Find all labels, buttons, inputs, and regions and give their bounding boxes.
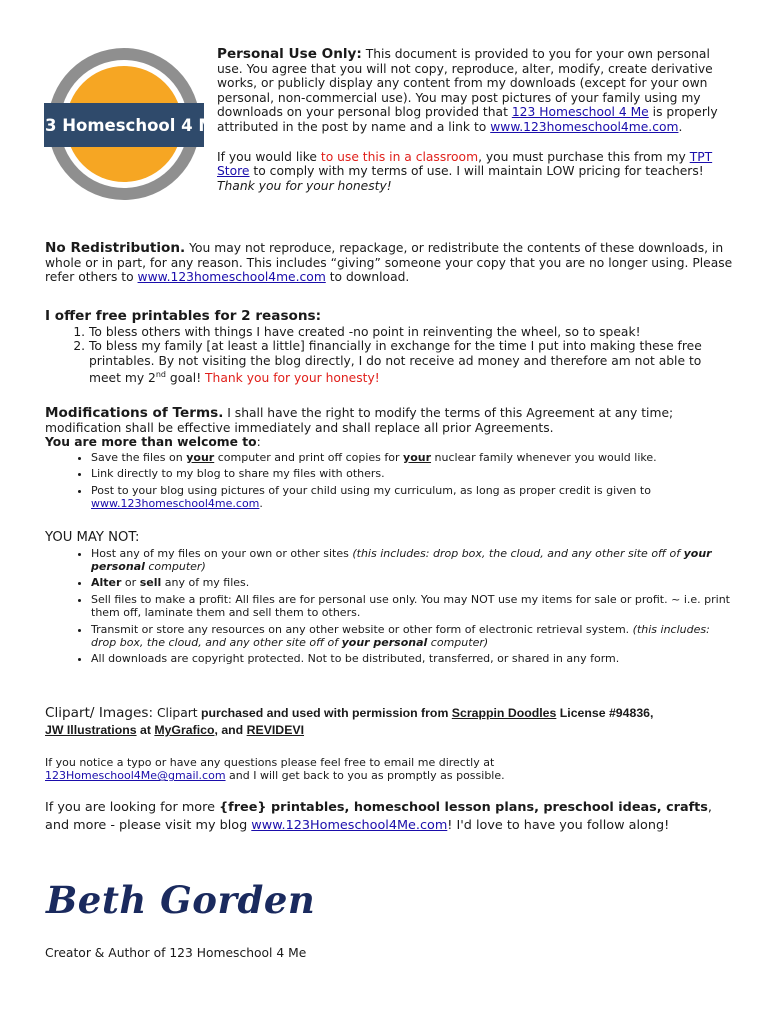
credit-link[interactable]: www.123homeschool4me.com [91,497,260,510]
modifications-section: Modifications of Terms. I shall have the right to modify the terms of this Agreement at any time; modification shall be effective immediately and shall replace all prior Agreements. You are more than welcome to: • Save the files on your computer and print off copies for your nuclear family whenever you would like. • Link directly to my blog to share my files with others. • Post to your blog using pictures of your child using my curriculum, as long as proper credit is given to www.123homeschool4me.com. [45,406,735,513]
logo [22,44,226,204]
mygrafico-link[interactable]: MyGrafico [154,723,215,737]
reasons-heading: I offer free printables for 2 reasons: [45,308,322,324]
may-not-heading: YOU MAY NOT: [45,530,140,545]
welcome-item: • Post to your blog using pictures of your child using my curriculum, as long as proper credit is given to www.123homeschool4me.com. [91,484,735,511]
personal-use-paragraph: Personal Use Only: This document is provided to you for your own personal use. You agree that you will not copy, reproduce, alter, modify, create derivative works, or publicly display any content from my downloads (except for your own personal, non-commercial use). You may post pictures of your family using my downloads on your personal blog provided that 123 Homeschool 4 Me is properly attributed in the post by name and a link to www.123homeschool4me.com. [217,46,718,134]
may-not-item: • Transmit or store any resources on any other website or other form of electronic retrieval system. (this includes: drop box, the cloud, and any other site off of your personal computer) [91,623,735,650]
no-redistribution-section: No Redistribution. You may not reproduce, repackage, or redistribute the contents of these downloads, in whole or in part, for any reason. This includes “giving” someone your copy that you are no longer using. Please refer others to www.123homeschool4me.com to download. [45,240,733,285]
welcome-item: • Save the files on your computer and print off copies for your nuclear family whenever you would like. [91,451,735,464]
may-not-item: • Alter or sell any of my files. [91,576,735,589]
revidevi-link[interactable]: REVIDEVI [246,723,305,737]
may-not-item: • Host any of my files on your own or other sites (this includes: drop box, the cloud, and any other site off of your personal computer) [91,547,735,574]
website-link[interactable]: www.123homeschool4me.com [490,119,679,134]
signature: Beth Gorden [46,878,316,922]
blog-name-link[interactable]: 123 Homeschool 4 Me [511,105,649,120]
welcome-item: • Link directly to my blog to share my files with others. [91,467,735,480]
jw-illustrations-link[interactable]: JW Illustrations [45,723,137,737]
refer-link[interactable]: www.123homeschool4me.com [137,270,326,285]
logo-text: 123 Homeschool 4 Me [22,116,226,135]
intro-section [217,47,727,193]
more-section: If you are looking for more {free} printables, homeschool lesson plans, preschool ideas, crafts, and more - please visit my blog www.123Homeschool4Me.com! I'd love to have you follow along! [45,800,712,833]
may-not-item: • All downloads are copyright protected. Not to be distributed, transferred, or shared in any form. [91,652,735,665]
email-link[interactable]: 123Homeschool4Me@gmail.com [45,769,226,783]
scrappin-doodles-link[interactable]: Scrappin Doodles [451,706,557,720]
reason-item: 1. To bless others with things I have created -no point in reinventing the wheel, so to speak! [89,325,735,340]
reasons-section [45,309,735,386]
may-not-section [45,531,735,669]
no-redistribution-heading: No Redistribution. [45,240,186,256]
reason-item: 2. To bless my family [at least a little] financially in exchange for the time I put into making these free printables. By not visiting the blog directly, I do not receive ad money and therefore am not able to meet my 2nd goal! Thank you for your honesty! [89,339,735,386]
tpt-store-link[interactable]: TPT Store [217,149,713,179]
classroom-paragraph: If you would like to use this in a classroom, you must purchase this from my TPT Store to comply with my terms of use. I will maintain LOW pricing for teachers! Thank you for your honesty! [217,149,713,193]
personal-use-heading: Personal Use Only: [217,46,362,62]
may-not-item: • Sell files to make a profit: All files are for personal use only. You may NOT use my items for sale or profit. ~ i.e. print them off, laminate them and sell them to others. [91,593,735,620]
author-caption: Creator & Author of 123 Homeschool 4 Me [45,946,307,960]
clipart-section: Clipart/ Images: Clipart purchased and used with permission from Scrappin Doodles License #94836, JW Illustrations at MyGrafico, and REVIDEVI [45,705,654,737]
blog-link[interactable]: www.123Homeschool4Me.com [251,818,448,833]
clipart-heading: Clipart/ Images: [45,705,154,721]
typo-section: If you notice a typo or have any questions please feel free to email me directly at 123Homeschool4Me@gmail.com and I will get back to you as promptly as possible. [45,756,505,783]
modifications-heading: Modifications of Terms. [45,405,224,421]
welcome-heading: You are more than welcome to: [45,435,261,450]
